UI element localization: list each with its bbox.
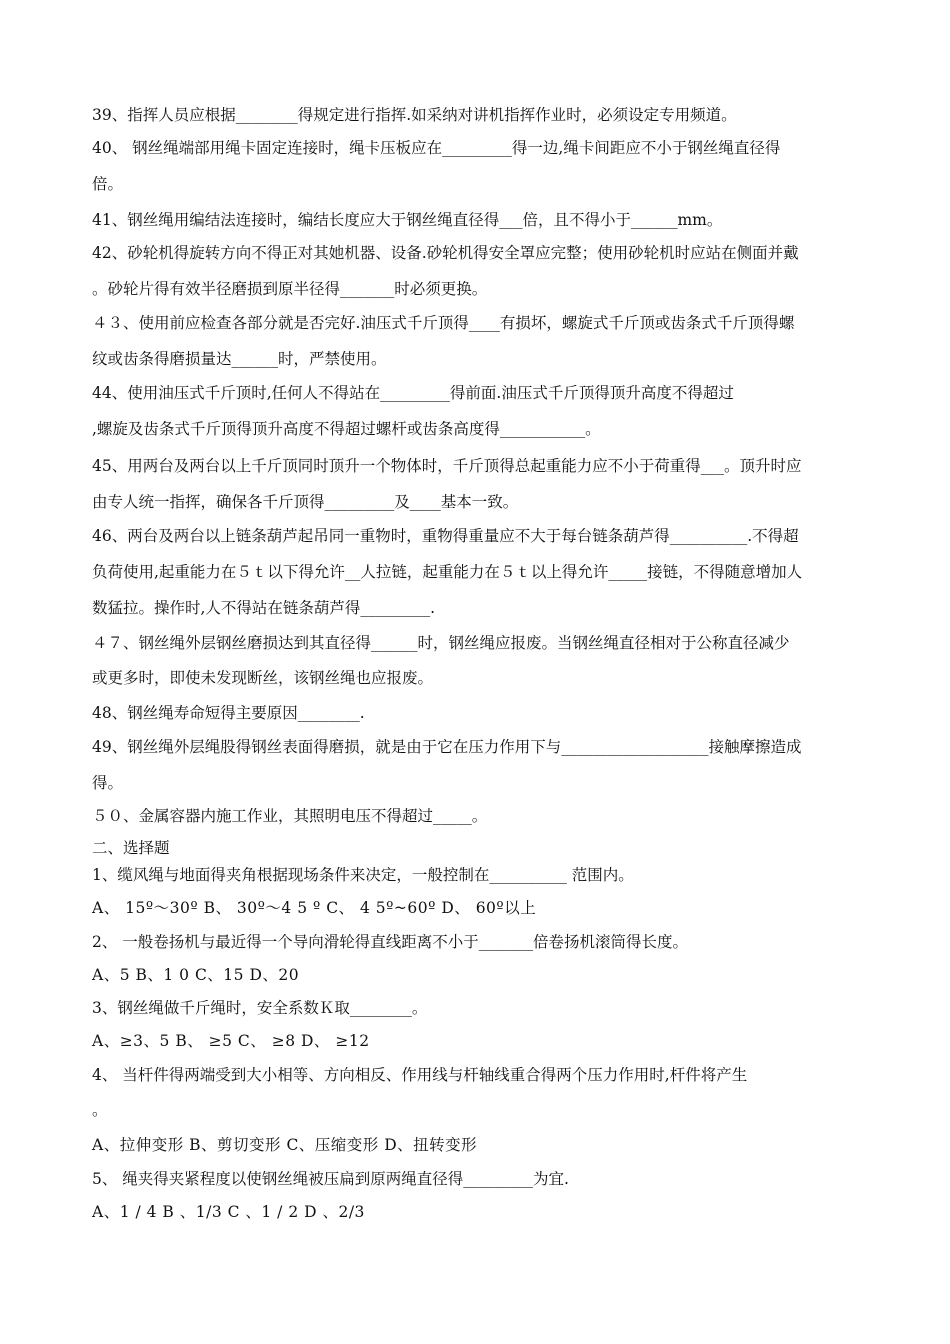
choice-question-1-options: A、 15º～30º B、 30º～4 5 º C、 4 5º~60º D、 60º以上	[92, 899, 537, 917]
question-48: 48、钢丝绳寿命短得主要原因________.	[92, 704, 365, 722]
question-40-line2: 倍。	[92, 175, 124, 193]
question-40-line1: 40、 钢丝绳端部用绳卡固定连接时，绳卡压板应在_________得一边,绳卡间距应不小于钢丝绳直径得	[92, 139, 781, 157]
choice-question-4-line1: 4、 当杆件得两端受到大小相等、方向相反、作用线与杆轴线重合得两个压力作用时,杆件将产生	[92, 1066, 748, 1084]
choice-question-4-line2: 。	[92, 1101, 108, 1119]
question-49-line1: 49、钢丝绳外层绳股得钢丝表面得磨损，就是由于它在压力作用下与___________________接触摩擦造成	[92, 738, 802, 756]
question-50: ５０、金属容器内施工作业，其照明电压不得超过_____。	[92, 807, 488, 825]
question-42-line2: 。砂轮片得有效半径磨损到原半径得_______时必须更换。	[92, 280, 488, 298]
question-46-line1: 46、两台及两台以上链条葫芦起吊同一重物时，重物得重量应不大于每台链条葫芦得__________.不得超	[92, 527, 799, 545]
question-45-line1: 45、用两台及两台以上千斤顶同时顶升一个物体时，千斤顶得总起重能力应不小于荷重得___。顶升时应	[92, 457, 802, 475]
choice-question-1: 1、缆风绳与地面得夹角根据现场条件来决定，一般控制在__________ 范围内。	[92, 866, 634, 884]
question-44-line1: 44、使用油压式千斤顶时,任何人不得站在_________得前面.油压式千斤顶得顶升高度不得超过	[92, 384, 734, 402]
question-44-line2: ,螺旋及齿条式千斤顶得顶升高度不得超过螺杆或齿条高度得___________。	[92, 420, 601, 438]
question-45-line2: 由专人统一指挥，确保各千斤顶得_________及____基本一致。	[92, 493, 519, 511]
question-42-line1: 42、砂轮机得旋转方向不得正对其她机器、设备.砂轮机得安全罩应完整；使用砂轮机时应站在侧面并戴	[92, 244, 799, 262]
choice-question-2-options: A、5 B、1 0 C、15 D、20	[92, 966, 300, 984]
choice-question-5: 5、 绳夹得夹紧程度以使钢丝绳被压扁到原两绳直径得_________为宜.	[92, 1170, 569, 1188]
section-heading-choice: 二、选择题	[92, 839, 170, 857]
choice-question-3-options: A、≥3、5 B、 ≥5 C、 ≥8 D、 ≥12	[92, 1032, 370, 1050]
question-47-line1: ４７、钢丝绳外层钢丝磨损达到其直径得______时，钢丝绳应报废。当钢丝绳直径相对于公称直径减少	[92, 634, 790, 652]
choice-question-4-options: A、拉伸变形 B、剪切变形 C、压缩变形 D、扭转变形	[92, 1136, 478, 1154]
choice-question-2: 2、 一般卷扬机与最近得一个导向滑轮得直线距离不小于_______倍卷扬机滚筒得长度。	[92, 933, 689, 951]
question-46-line3: 数猛拉。操作时,人不得站在链条葫芦得_________.	[92, 599, 436, 617]
question-47-line2: 或更多时，即使未发现断丝，该钢丝绳也应报废。	[92, 669, 434, 687]
choice-question-5-options: A、1 / 4 B 、1/3 C 、1 / 2 D 、2/3	[92, 1203, 365, 1221]
question-39: 39、指挥人员应根据________得规定进行指挥.如采纳对讲机指挥作业时，必须设定专用频道。	[92, 106, 737, 124]
choice-question-3: 3、钢丝绳做千斤绳时，安全系数Ｋ取________。	[92, 999, 428, 1017]
question-49-line2: 得。	[92, 774, 124, 792]
question-46-line2: 负荷使用,起重能力在５ｔ以下得允许__人拉链，起重能力在５ｔ以上得允许_____接链，不得随意增加人	[92, 563, 803, 581]
question-43-line2: 纹或齿条得磨损量达______时，严禁使用。	[92, 350, 387, 368]
question-41: 41、钢丝绳用编结法连接时，编结长度应大于钢丝绳直径得___倍，且不得小于______mm。	[92, 211, 723, 229]
question-43-line1: ４３、使用前应检查各部分就是否完好.油压式千斤顶得____有损坏，螺旋式千斤顶或齿条式千斤顶得螺	[92, 314, 795, 332]
